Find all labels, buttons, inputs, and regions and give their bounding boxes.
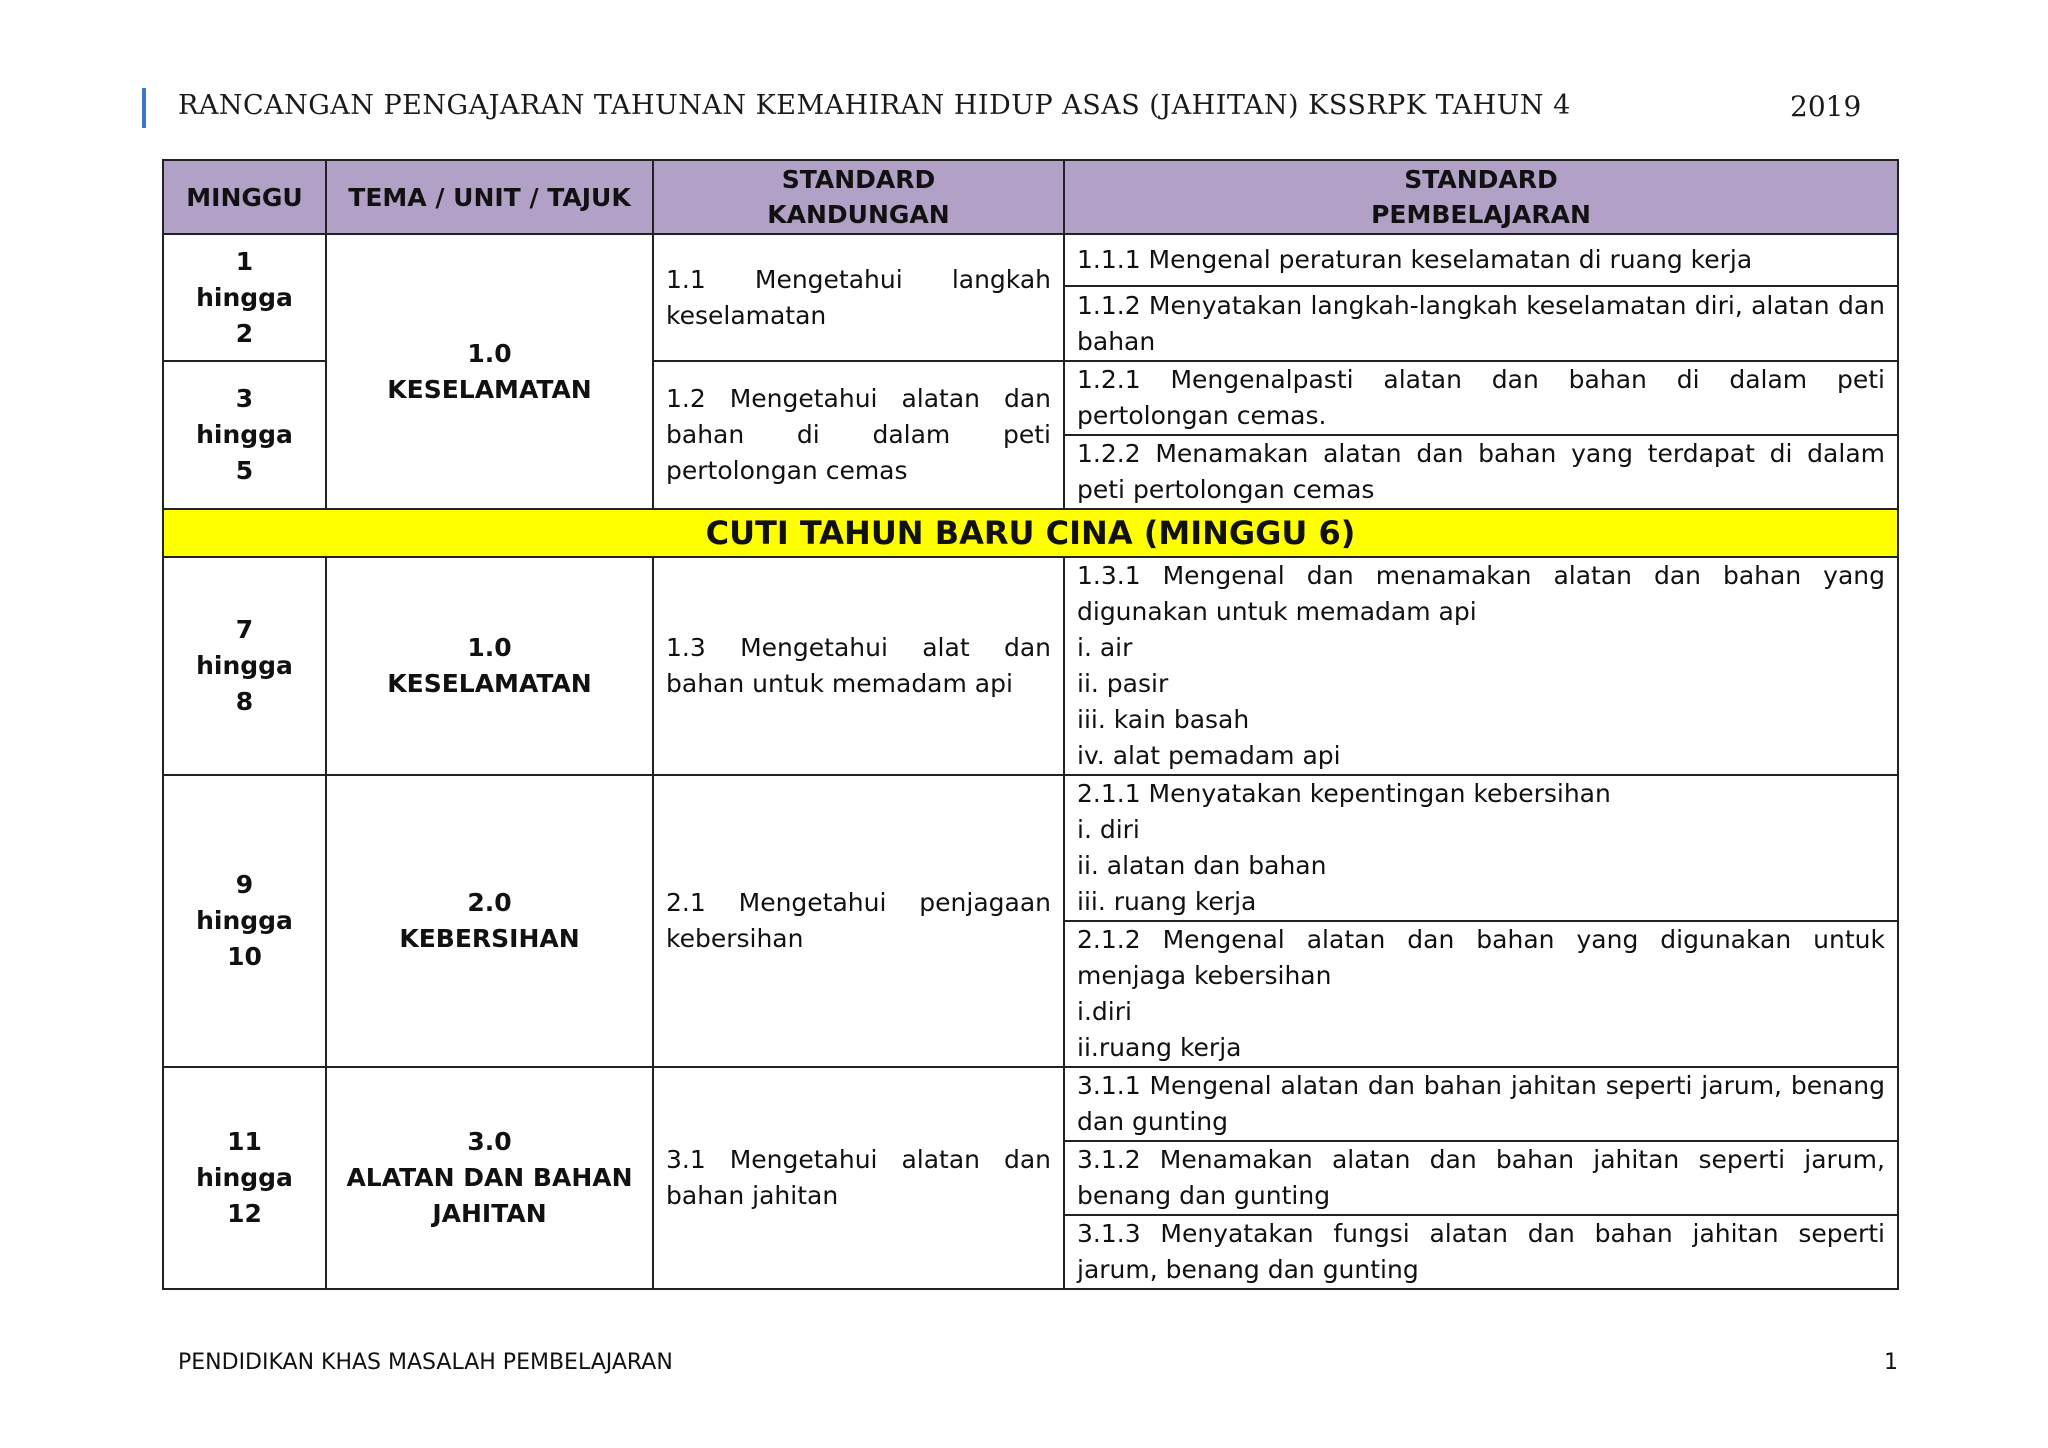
table-row: [163, 234, 1898, 286]
tema-number: 3.0: [467, 1127, 512, 1156]
holiday-row: [163, 509, 1898, 557]
tema-cell: [326, 1067, 653, 1289]
list-item: ii. alatan dan bahan: [1077, 851, 1327, 880]
list-item: i.diri: [1077, 997, 1132, 1026]
week-cell: [163, 361, 326, 509]
standard-pembelajaran-cell: [1064, 921, 1898, 1067]
page-number: 1: [1884, 1350, 1898, 1375]
tema-cell: [326, 557, 653, 775]
week-start: 1: [235, 246, 254, 276]
header-line: PEMBELAJARAN: [1371, 200, 1591, 229]
col-header-minggu: MINGGU: [163, 160, 326, 234]
standard-kandungan-cell: 2.1 Mengetahui penjagaan kebersihan: [653, 775, 1064, 1067]
header-line: STANDARD: [1404, 165, 1558, 194]
tema-number: 2.0: [467, 888, 512, 917]
table-row: [163, 557, 1898, 775]
standard-kandungan-cell: 1.2 Mengetahui alatan dan bahan di dalam peti pertolongan cemas: [653, 361, 1064, 509]
standard-pembelajaran-cell: [1064, 557, 1898, 775]
list-item: ii.ruang kerja: [1077, 1033, 1242, 1062]
holiday-banner: CUTI TAHUN BARU CINA (MINGGU 6): [163, 509, 1898, 557]
document-year: 2019: [1790, 90, 1862, 123]
tema-title: KEBERSIHAN: [399, 924, 580, 953]
standard-pembelajaran-cell: 1.2.1 Mengenalpasti alatan dan bahan di dalam peti pertolongan cemas.: [1064, 361, 1898, 435]
standard-kandungan-cell: 1.1 Mengetahui langkah keselamatan: [653, 234, 1064, 361]
week-cell: [163, 1067, 326, 1289]
tema-cell: [326, 775, 653, 1067]
week-end: 10: [227, 942, 262, 971]
tema-cell: [326, 234, 653, 509]
table-row: [163, 1067, 1898, 1141]
week-cell: [163, 557, 326, 775]
tema-title: JAHITAN: [432, 1199, 547, 1228]
week-start: 11: [227, 1127, 262, 1156]
week-hingga: hingga: [196, 420, 293, 449]
sp-intro: 1.3.1 Mengenal dan menamakan alatan dan bahan yang digunakan untuk memadam api: [1077, 561, 1885, 626]
week-start: 3: [235, 384, 254, 413]
tema-number: 1.0: [467, 338, 512, 368]
list-item: iii. ruang kerja: [1077, 887, 1257, 916]
header-accent-bar: [142, 88, 146, 128]
standard-pembelajaran-cell: 1.2.2 Menamakan alatan dan bahan yang terdapat di dalam peti pertolongan cemas: [1064, 435, 1898, 509]
week-cell: [163, 775, 326, 1067]
list-item: ii. pasir: [1077, 669, 1169, 698]
week-end: 12: [227, 1199, 262, 1228]
standard-pembelajaran-cell: 3.1.1 Mengenal alatan dan bahan jahitan seperti jarum, benang dan gunting: [1064, 1067, 1898, 1141]
list-item: iv. alat pemadam api: [1077, 741, 1341, 770]
week-cell: [163, 234, 326, 361]
document-title: RANCANGAN PENGAJARAN TAHUNAN KEMAHIRAN HIDUP ASAS (JAHITAN) KSSRPK TAHUN 4: [178, 90, 1571, 121]
standard-pembelajaran-cell: [1064, 775, 1898, 921]
week-start: 7: [235, 615, 254, 644]
table-row: [163, 775, 1898, 921]
week-end: 5: [235, 456, 254, 485]
week-end: 2: [235, 318, 254, 348]
header-line: KANDUNGAN: [767, 200, 950, 229]
lesson-plan-table: [162, 159, 1899, 1290]
standard-pembelajaran-cell: 1.1.2 Menyatakan langkah-langkah keselamatan diri, alatan dan bahan: [1064, 286, 1898, 361]
tema-title: KESELAMATAN: [387, 374, 592, 404]
list-item: i. air: [1077, 633, 1133, 662]
week-hingga: hingga: [196, 1163, 293, 1192]
week-hingga: hingga: [196, 651, 293, 680]
header-line: STANDARD: [781, 165, 936, 194]
table-header-row: [163, 160, 1898, 234]
standard-pembelajaran-cell: 3.1.2 Menamakan alatan dan bahan jahitan seperti jarum, benang dan gunting: [1064, 1141, 1898, 1215]
list-item: i. diri: [1077, 815, 1140, 844]
tema-number: 1.0: [467, 633, 512, 662]
standard-pembelajaran-cell: 3.1.3 Menyatakan fungsi alatan dan bahan jahitan seperti jarum, benang dan gunting: [1064, 1215, 1898, 1289]
footer-text: PENDIDIKAN KHAS MASALAH PEMBELAJARAN: [178, 1350, 673, 1375]
week-start: 9: [235, 870, 254, 899]
list-item: iii. kain basah: [1077, 705, 1250, 734]
tema-title: ALATAN DAN BAHAN: [346, 1163, 633, 1192]
week-hingga: hingga: [196, 282, 293, 312]
sp-intro: 2.1.2 Mengenal alatan dan bahan yang digunakan untuk menjaga kebersihan: [1077, 925, 1885, 990]
standard-kandungan-cell: 1.3 Mengetahui alat dan bahan untuk memadam api: [653, 557, 1064, 775]
week-end: 8: [235, 687, 254, 716]
col-header-tema: TEMA / UNIT / TAJUK: [326, 160, 653, 234]
tema-title: KESELAMATAN: [387, 669, 592, 698]
col-header-standard-pembelajaran: [1064, 160, 1898, 234]
sp-intro: 2.1.1 Menyatakan kepentingan kebersihan: [1077, 779, 1611, 808]
standard-pembelajaran-cell: 1.1.1 Mengenal peraturan keselamatan di ruang kerja: [1064, 234, 1898, 286]
col-header-standard-kandungan: [653, 160, 1064, 234]
week-hingga: hingga: [196, 906, 293, 935]
standard-kandungan-cell: 3.1 Mengetahui alatan dan bahan jahitan: [653, 1067, 1064, 1289]
